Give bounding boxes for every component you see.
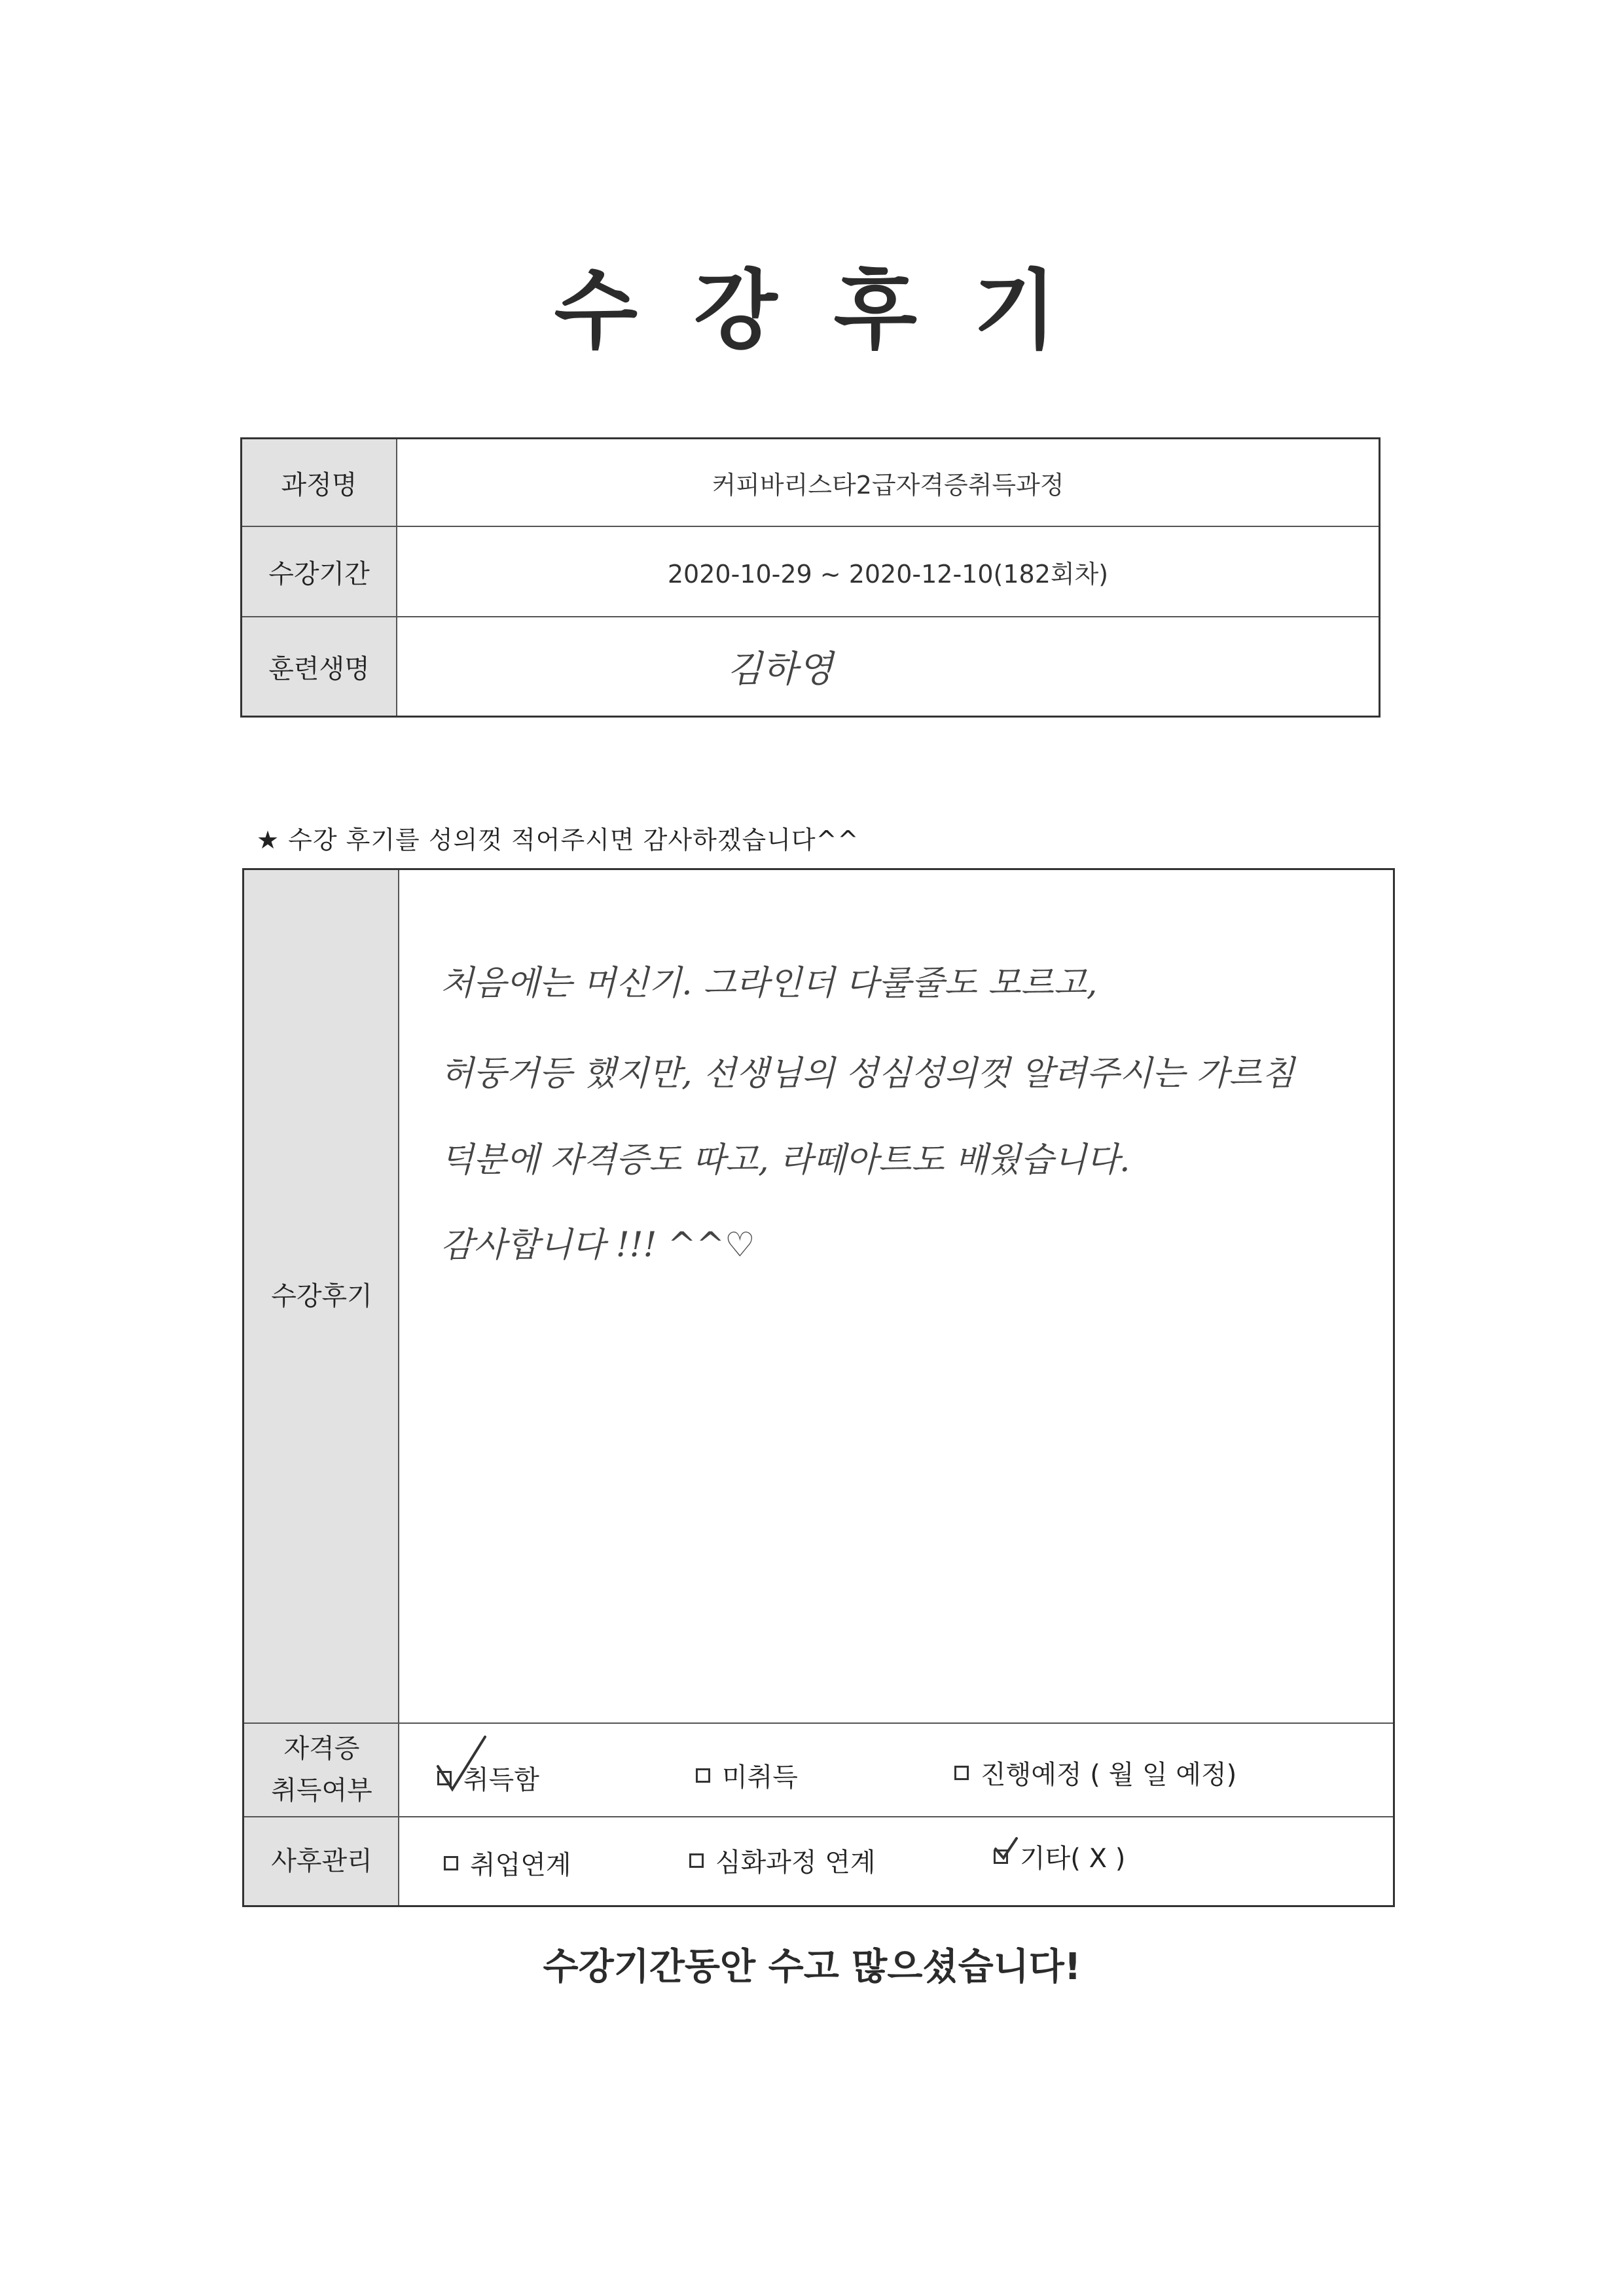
option-label-scheduled: 진행예정 ( 월 일 예정) — [981, 1760, 1237, 1790]
period-value: 2020-10-29 ~ 2020-12-10(182회차) — [667, 559, 1109, 589]
review-divider — [244, 1722, 1393, 1724]
aftercare-label: 사후관리 — [271, 1846, 372, 1876]
notice-text: ★ 수강 후기를 성의껏 적어주시면 감사하겠습니다^^ — [257, 826, 859, 854]
option-label-not-acquired: 미취득 — [722, 1762, 798, 1793]
review-table — [242, 868, 1395, 1907]
trainee-name-handwritten: 김하영 — [727, 648, 833, 691]
option-label-advanced: 심화과정 연계 — [715, 1848, 876, 1878]
certificate-option-not-acquired[interactable] — [696, 1757, 798, 1794]
checkbox-scheduled[interactable] — [954, 1766, 969, 1780]
aftercare-option-advanced[interactable] — [689, 1842, 876, 1879]
certificate-option-scheduled[interactable] — [954, 1754, 1236, 1791]
course-info-table — [240, 437, 1380, 718]
closing-message: 수강기간동안 수고 많으셨습니다! — [543, 1946, 1081, 1988]
checkbox-acquired[interactable] — [437, 1771, 452, 1785]
period-label: 수강기간 — [242, 527, 397, 616]
checkmark-icon — [433, 1734, 492, 1793]
aftercare-option-other[interactable] — [994, 1838, 1125, 1875]
review-label: 수강후기 — [271, 1281, 372, 1311]
certificate-label-line2: 취득여부 — [271, 1776, 372, 1806]
review-line-4: 감사합니다 !!! ^^♡ — [441, 1226, 755, 1265]
checkmark-icon — [993, 1837, 1019, 1863]
trainee-row — [242, 617, 1379, 716]
trainee-value-cell — [397, 617, 1379, 716]
certificate-label-line1: 자격증 — [283, 1734, 360, 1764]
checkbox-employment[interactable] — [444, 1856, 458, 1870]
option-label-acquired: 취득함 — [463, 1765, 539, 1795]
certificate-divider — [244, 1816, 1393, 1817]
page-title: 수 강 후 기 — [554, 261, 1070, 361]
checkbox-advanced[interactable] — [689, 1853, 704, 1868]
period-row — [242, 527, 1379, 617]
review-line-3: 덕분에 자격증도 따고, 라떼아트도 배웠습니다. — [441, 1140, 1130, 1180]
aftercare-option-employment[interactable] — [444, 1844, 571, 1882]
certificate-option-acquired[interactable] — [437, 1759, 539, 1796]
review-line-2: 허둥거등 했지만, 선생님의 성심성의껏 알려주시는 가르침 — [441, 1054, 1295, 1093]
course-row — [242, 439, 1379, 527]
trainee-label: 훈련생명 — [242, 617, 397, 716]
certificate-label — [244, 1724, 399, 1815]
checkbox-not-acquired[interactable] — [696, 1768, 710, 1783]
option-label-other: 기타( X ) — [1020, 1844, 1126, 1874]
review-line-1: 처음에는 머신기. 그라인더 다룰줄도 모르고, — [441, 964, 1098, 1003]
course-label: 과정명 — [242, 439, 397, 526]
course-value: 커피바리스타2급자격증취득과정 — [712, 470, 1064, 500]
option-label-employment: 취업연계 — [470, 1850, 571, 1880]
checkbox-other[interactable] — [994, 1850, 1008, 1864]
